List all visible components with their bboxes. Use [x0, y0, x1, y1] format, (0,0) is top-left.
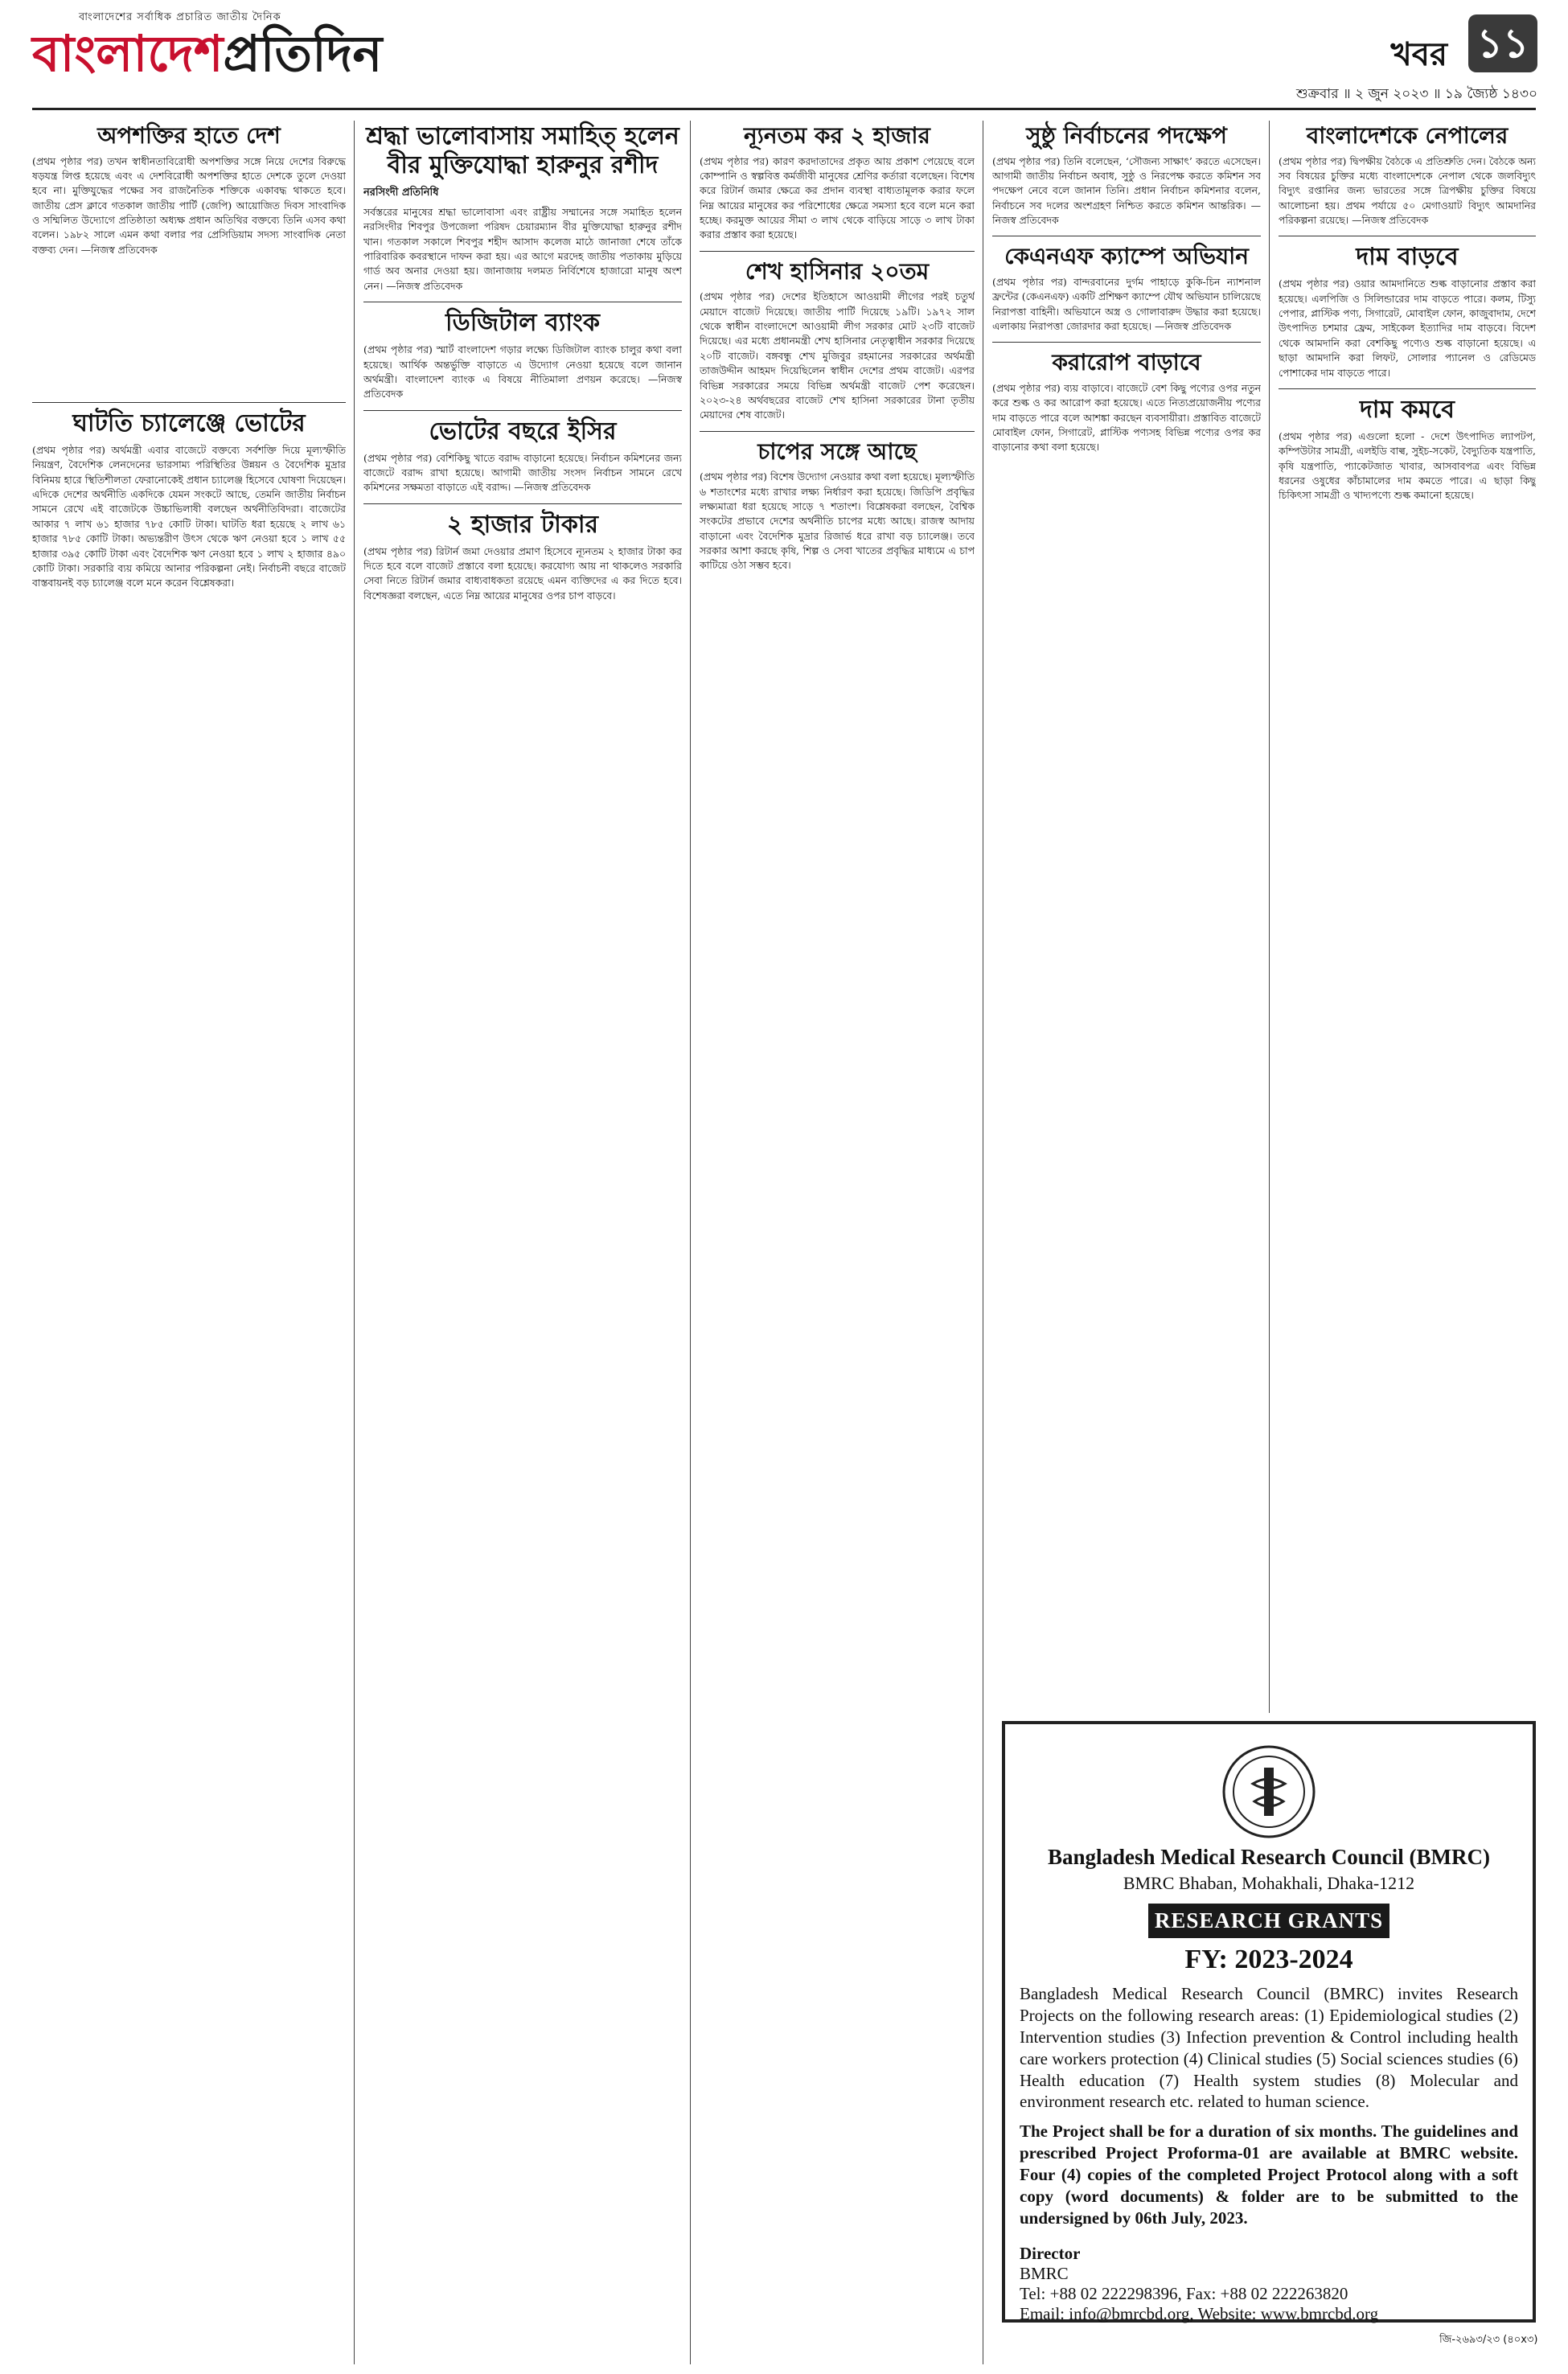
- article-harunur-rashid: [363, 121, 682, 294]
- article-sheikh-hasina-budget: [700, 257, 975, 423]
- article-headline: অপশক্তির হাতে দেশ: [97, 122, 281, 149]
- article-headline: ঘাটতি চ্যালেঞ্জে ভোটের: [72, 409, 306, 437]
- masthead-title: [32, 24, 386, 83]
- ad-code: জি-২৬৯৩/২৩ (৪০x৩): [1439, 2334, 1538, 2346]
- article-pressure: [700, 437, 975, 573]
- ad-org-name: Bangladesh Medical Research Council (BMRC): [1048, 1845, 1490, 1869]
- article-body: (প্রথম পৃষ্ঠার পর) তখন স্বাধীনতাবিরোধী অপশক্তির সঙ্গে নিয়ে দেশের বিরুদ্ধে ষড়যন্ত্র লিপ্ত হয়েছে এবং এ দেশবিরোধী অপশক্তির হাতে দেশকে তুলে দেওয়া হবে না। মুক্তিযুদ্ধের পক্ষের সব রাজনৈতিক শক্তিকে একাবদ্ধ থাকতে হবে। জাতীয় প্রেস ক্লাবে গতকাল জাতীয় পার্টি (জেপি) আয়োজিত দিবস সাংবাদিক ও সম্মিলিত উদ্যোগে প্রতিষ্ঠাতা অধ্যক্ষ প্রধান অতিথির বক্তব্যে তিনি এসব কথা বলেন। ১৯৮২ সালে এমন কথা বলার পর প্রেসিডিয়াম সদস্য সাংবাদিক নেতা বক্তব্য দেন। —নিজস্ব প্রতিবেদক: [32, 154, 346, 256]
- article-2000-taka: [363, 509, 682, 603]
- section-label: খবর: [1390, 36, 1447, 73]
- article-opposhokti: [32, 121, 346, 394]
- ad-paragraph-1: Bangladesh Medical Research Council (BMRC) invites Research Projects on the following research areas: (1) Epidemiological studies (2) Intervention studies (3) Infection prevention & Control including health care workers protection (4) Clinical studies (5) Social sciences studies (6) Health education (7) Health system studies (8) Molecular and environment research etc. related to human science.: [1020, 1984, 1518, 2112]
- bmrc-advertisement: [1002, 1721, 1536, 2323]
- article-headline: সুষ্ঠু নির্বাচনের পদক্ষেপ: [1026, 122, 1227, 149]
- column-divider: [1269, 121, 1270, 1713]
- article-headline: চাপের সঙ্গে আছে: [757, 437, 917, 465]
- article-headline: ২ হাজার টাকার: [446, 510, 599, 539]
- article-headline: ন্যূনতম কর ২ হাজার: [744, 122, 930, 149]
- article-headline: কেএনএফ ক্যাম্পে অভিযান: [1004, 243, 1249, 270]
- article-ec: [363, 416, 682, 495]
- article-body: সর্বস্তরের মানুষের শ্রদ্ধা ভালোবাসা এবং রাষ্ট্রীয় সম্মানের সঙ্গে সমাহিত হলেন নরসিংদীর শিবপুর উপজেলা পরিষদ চেয়ারম্যান বীর মুক্তিযোদ্ধা হারুনুর রশীদ খান। গতকাল সকালে শিবপুর শহীদ আসাদ কলেজ মাঠে জানাজা শেষে তাঁকে পারিবারিক কবরস্থানে দাফন করা হয়। এর আগে মরদেহ জাতীয় পতাকায় মুড়িয়ে গার্ড অব অনার দেওয়া হয়। জানাজায় দলমত নির্বিশেষে হাজারো মানুষ অংশ নেন। —নিজস্ব প্রতিবেদক: [363, 206, 682, 292]
- article-divider: [992, 342, 1261, 343]
- header-divider: [32, 108, 1536, 110]
- article-byline: নরসিংদী প্রতিনিধি: [363, 187, 439, 199]
- column-1: [32, 121, 346, 2364]
- column-2: [363, 121, 682, 2364]
- article-price-rise: [1279, 241, 1536, 380]
- article-divider: [363, 410, 682, 411]
- article-body: (প্রথম পৃষ্ঠার পর) স্মার্ট বাংলাদেশ গড়ার লক্ষ্যে ডিজিটাল ব্যাংক চালুর কথা বলা হয়েছে। আর্থিক অন্তর্ভুক্তি বাড়াতে এ উদ্যোগ নেওয়া হয়েছে বলে জানান অর্থমন্ত্রী। বাংলাদেশ ব্যাংক এ বিষয়ে নীতিমালা প্রণয়ন করেছে। —নিজস্ব প্রতিবেদক: [363, 343, 682, 400]
- article-body: (প্রথম পৃষ্ঠার পর) দেশের ইতিহাসে আওয়ামী লীগের পরই চতুর্থ মেয়াদে বাজেট দিয়েছে। জাতীয় পার্টি দিয়েছে ১৯টি। ১৯৭২ সাল থেকে স্বাধীন বাংলাদেশে আওয়ামী লীগ সরকার মোট ২৩টি বাজেট দিয়েছে। এর মধ্যে প্রধানমন্ত্রী শেখ হাসিনার নেতৃত্বাধীন সরকার দিয়েছে ২০টি বাজেট। বঙ্গবন্ধু শেখ মুজিবুর রহমানের সরকারের অর্থমন্ত্রী তাজউদ্দীন আহমদ দিয়েছিলেন স্বাধীন দেশের প্রথম বাজেট। এরপর বিভিন্ন সরকারের সময়ে বিভিন্ন অর্থমন্ত্রী বাজেট পেশ করেছেন। ২০২৩-২৪ অর্থবছরের বাজেট শেখ হাসিনা সরকারের টানা তৃতীয় মেয়াদের শেষ বাজেট।: [700, 290, 975, 421]
- column-divider: [354, 121, 355, 2364]
- article-tax-increase: [992, 347, 1261, 454]
- column-divider: [690, 121, 691, 2364]
- article-headline: বাংলাদেশকে নেপালের: [1306, 122, 1508, 149]
- article-headline: ভোটের বছরে ইসির: [429, 417, 617, 446]
- article-headline: দাম বাড়বে: [1356, 243, 1459, 272]
- article-knf-camp: [992, 241, 1261, 334]
- article-nepal: [1279, 121, 1536, 228]
- article-minimum-tax: [700, 121, 975, 243]
- ad-signatory-org: BMRC: [1020, 2263, 1069, 2283]
- article-headline: করারোপ বাড়াবে: [1052, 349, 1201, 376]
- ad-address: BMRC Bhaban, Mohakhali, Dhaka-1212: [1123, 1873, 1415, 1893]
- ad-signatory-title: Director: [1020, 2243, 1081, 2263]
- article-body: (প্রথম পৃষ্ঠার পর) দ্বিপক্ষীয় বৈঠকে এ প্রতিশ্রুতি দেন। বৈঠকে অন্য সব বিষয়ের চুক্তির মধ্যে বাংলাদেশকে নেপাল থেকে জলবিদ্যুৎ বিদ্যুৎ রপ্তানির জন্য ভারতের সঙ্গে ত্রিপক্ষীয় চুক্তির বিষয়ে আলোচনা হয়। প্রথম পর্যায়ে ৫০ মেগাওয়াট বিদ্যুৎ আমদানির পরিকল্পনা রয়েছে। —নিজস্ব প্রতিবেদক: [1279, 154, 1536, 227]
- dateline: শুক্রবার ॥ ২ জুন ২০২৩ ॥ ১৯ জ্যৈষ্ঠ ১৪৩০: [1296, 86, 1537, 102]
- article-body: (প্রথম পৃষ্ঠার পর) বিশেষ উদ্যোগ নেওয়ার কথা বলা হয়েছে। মূল্যস্ফীতি ৬ শতাংশের মধ্যে রাখার লক্ষ্য নির্ধারণ করা হয়েছে। জিডিপি প্রবৃদ্ধির লক্ষ্যমাত্রা ধরা হয়েছে সাড়ে ৭ শতাংশ। বিশ্লেষকরা বলছেন, বৈশ্বিক সংকটের প্রভাবে দেশের অর্থনীতি চাপের মধ্যে আছে। রাজস্ব আদায় বাড়ানো এবং বৈদেশিক মুদ্রার রিজার্ভ ধরে রাখা বড় চ্যালেঞ্জ। তবে সরকার আশা করছে কৃষি, শিল্প ও সেবা খাতের প্রবৃদ্ধির মাধ্যমে এ চাপ কাটিয়ে ওঠা সম্ভব হবে।: [700, 470, 975, 572]
- masthead: [32, 10, 386, 105]
- bmrc-logo-icon: [1221, 1744, 1317, 1840]
- article-divider: [363, 503, 682, 504]
- article-fair-election: [992, 121, 1261, 228]
- masthead-title-part1: বাংলাদেশ: [32, 24, 224, 83]
- article-body: (প্রথম পৃষ্ঠার পর) বান্দরবানের দুর্গম পাহাড়ে কুকি-চিন ন্যাশনাল ফ্রন্টের (কেএনএফ) একটি প্রশিক্ষণ ক্যাম্পে যৌথ অভিযান চালিয়েছে নিরাপত্তা বাহিনী। অভিযানে অস্ত্র ও গোলাবারুদ উদ্ধার করা হয়েছে। এলাকায় নিরাপত্তা জোরদার করা হয়েছে। —নিজস্ব প্রতিবেদক: [992, 275, 1261, 333]
- article-ghatti: [32, 408, 346, 591]
- article-body: (প্রথম পৃষ্ঠার পর) তিনি বলেছেন, ‘সৌজন্য সাক্ষাৎ’ করতে এসেছেন। আগামী জাতীয় নির্বাচন অবাধ, সুষ্ঠু ও নিরপেক্ষ করতে কমিশন সব পদক্ষেপ নেবে বলে জানান তিনি। প্রধান নির্বাচন কমিশনার বলেন, নির্বাচনে সব দলের অংশগ্রহণ নিশ্চিত করতে কমিশন আন্তরিক। —নিজস্ব প্রতিবেদক: [992, 154, 1261, 227]
- column-4: [992, 121, 1261, 1713]
- article-digital-bank: [363, 307, 682, 401]
- ad-email: Email: info@bmrcbd.org, Website: www.bmrcbd.org: [1020, 2303, 1379, 2323]
- ad-fiscal-year: FY: 2023-2024: [1184, 1945, 1353, 1974]
- article-body: (প্রথম পৃষ্ঠার পর) অর্থমন্ত্রী এবার বাজেটে বক্তব্যে সর্বশক্তি দিয়ে মূল্যস্ফীতি নিয়ন্ত্রণ, বৈদেশিক লেনদেনের ভারসাম্য পরিস্থিতির উন্নয়ন ও বৈদেশিক মুদ্রার বিনিময় হারে স্থিতিশীলতা ফেরানোকেই প্রধান চ্যালেঞ্জ হিসেবে ঘোষণা দিয়েছেন। এদিকে দেশের অর্থনীতি একদিকে যেমন সংকটে আছে, তেমনি জাতীয় নির্বাচন সামনে রেখে এই বাজেটকে উচ্চাভিলাষী বলছেন অর্থনীতিবিদরা। বাজেটের আকার ৭ লাখ ৬১ হাজার ৭৮৫ কোটি টাকা। ঘাটতি ধরা হয়েছে ২ লাখ ৬১ হাজার ৭৮৫ কোটি টাকা। অভ্যন্তরীণ উৎস থেকে ঋণ নেওয়া হবে ১ লাখ ৫৫ হাজার ৩৯৫ কোটি টাকা এবং বৈদেশিক ঋণ নেওয়া হবে ১ লাখ ২ হাজার ৪৯০ কোটি টাকা। সরকারি ব্যয় কমিয়ে আনার পরিকল্পনা নেই। নির্বাচনী বছরে বাজেট বাস্তবায়নই বড় চ্যালেঞ্জ বলে মনে করেন বিশ্লেষকরা।: [32, 444, 346, 589]
- article-divider: [700, 251, 975, 252]
- article-body: (প্রথম পৃষ্ঠার পর) ওয়ার আমদানিতে শুল্ক বাড়ানোর প্রস্তাব করা হয়েছে। এলপিজি ও সিলিন্ডারের দাম বাড়তে পারে। কলম, টিস্যু পেপার, প্লাস্টিক পণ্য, সিগারেট, মোবাইল ফোন, কাজুবাদাম, দেশে উৎপাদিত চশমার ফ্রেম, সাইকেল ইত্যাদির দাম বাড়বে। বিদেশ থেকে আমদানি করা বেশকিছু পণ্যেও শুল্ক বাড়ানো হয়েছে। এ ছাড়া আমদানি করা লিফট, সোলার প্যানেল ও রেডিমেড পোশাকের দাম বাড়তে পারে।: [1279, 277, 1536, 379]
- article-body: (প্রথম পৃষ্ঠার পর) কারণ করদাতাদের প্রকৃত আয় প্রকাশ পেয়েছে বলে কোম্পানি ও স্বল্পবিত্ত কর্মজীবী মানুষের শ্রেণির কর্তারা বলেছেন। বিশেষ করে রিটার্ন জমার ক্ষেত্রে কর প্রদান ব্যবস্থা বাধ্যতামূলক করার ফলে নিম্ন আয়ের মানুষের কর পরিশোধের ক্ষেত্রে সমস্যা হবে বলে মনে করা হচ্ছে। করমুক্ত আয়ের সীমা ৩ লাখ থেকে বাড়িয়ে সাড়ে ৩ লাখ টাকা করার প্রস্তাব করা হয়েছে।: [700, 154, 975, 241]
- column-3: [700, 121, 975, 2364]
- ad-paragraph-2: The Project shall be for a duration of six months. The guidelines and prescribed Project Proforma-01 are available at BMRC website. Four (4) copies of the completed Project Protocol along with a soft copy (word documents) & folder are to be submitted to the undersigned by 06th July, 2023.: [1020, 2121, 1518, 2228]
- masthead-tagline: বাংলাদেশের সর্বাধিক প্রচারিত জাতীয় দৈনিক: [79, 11, 281, 23]
- page-number: ১১: [1468, 14, 1537, 72]
- article-headline: শ্রদ্ধা ভালোবাসায় সমাহিত্ হলেন বীর মুক্তিযোদ্ধা হারুনুর রশীদ: [366, 122, 679, 179]
- article-body: (প্রথম পৃষ্ঠার পর) রিটার্ন জমা দেওয়ার প্রমাণ হিসেবে ন্যূনতম ২ হাজার টাকা কর দিতে হবে বলে বাজেট প্রস্তাবে বলা হয়েছে। করযোগ্য আয় না থাকলেও সরকারি সেবা নিতে রিটার্ন জমার বাধ্যবাধকতা রয়েছে এমন ব্যক্তিদের এ কর দিতে হবে। বিশেষজ্ঞরা বলছেন, এতে নিম্ন আয়ের মানুষের ওপর চাপ বাড়বে।: [363, 544, 682, 602]
- article-divider: [32, 402, 346, 403]
- article-body: (প্রথম পৃষ্ঠার পর) বেশিকিছু খাতে বরাদ্দ বাড়ানো হয়েছে। নির্বাচন কমিশনের জন্য বাজেটে বরাদ্দ রাখা হয়েছে। আগামী জাতীয় সংসদ নির্বাচন সামনে রেখে কমিশনের সক্ষমতা বাড়াতে এই বরাদ্দ। —নিজস্ব প্রতিবেদক: [363, 451, 682, 494]
- column-5: [1279, 121, 1536, 1713]
- article-divider: [1279, 388, 1536, 389]
- article-headline: শেখ হাসিনার ২০তম: [745, 257, 930, 285]
- article-divider: [700, 431, 975, 432]
- ad-banner: RESEARCH GRANTS: [1148, 1904, 1389, 1938]
- article-headline: দাম কমবে: [1360, 395, 1455, 424]
- ad-phone: Tel: +88 02 222298396, Fax: +88 02 222263820: [1020, 2283, 1348, 2303]
- article-body: (প্রথম পৃষ্ঠার পর) এগুলো হলো - দেশে উৎপাদিত ল্যাপটপ, কম্পিউটার সামগ্রী, এলইডি বাল্ব, সুইচ-সকেট, বৈদ্যুতিক যন্ত্রপাতি, কৃষি যন্ত্রপাতি, প্যাকেটজাত খাবার, আসবাবপত্র এবং বিভিন্ন ধরনের ওষুধের কাঁচামালের দাম কমতে পারে। এ ছাড়া কিছু চিকিৎসা সামগ্রী ও খাদ্যপণ্যে শুল্ক কমানো হয়েছে।: [1279, 429, 1536, 502]
- article-price-fall: [1279, 394, 1536, 503]
- article-body: (প্রথম পৃষ্ঠার পর) ব্যয় বাড়াবে। বাজেটে বেশ কিছু পণ্যের ওপর নতুন করে শুল্ক ও কর আরোপ করা হয়েছে। এতে নিত্যপ্রয়োজনীয় পণ্যের দাম বাড়তে পারে বলে আশঙ্কা করছেন ব্যবসায়ীরা। প্রস্তাবিত বাজেটে মোবাইল ফোন, সিগারেট, প্লাস্টিক পণ্যসহ বিভিন্ন পণ্যের ওপর কর বাড়ানোর কথা বলা হয়েছে।: [992, 382, 1261, 454]
- masthead-title-part2: প্রতিদিন: [223, 24, 383, 83]
- article-headline: ডিজিটাল ব্যাংক: [445, 309, 600, 338]
